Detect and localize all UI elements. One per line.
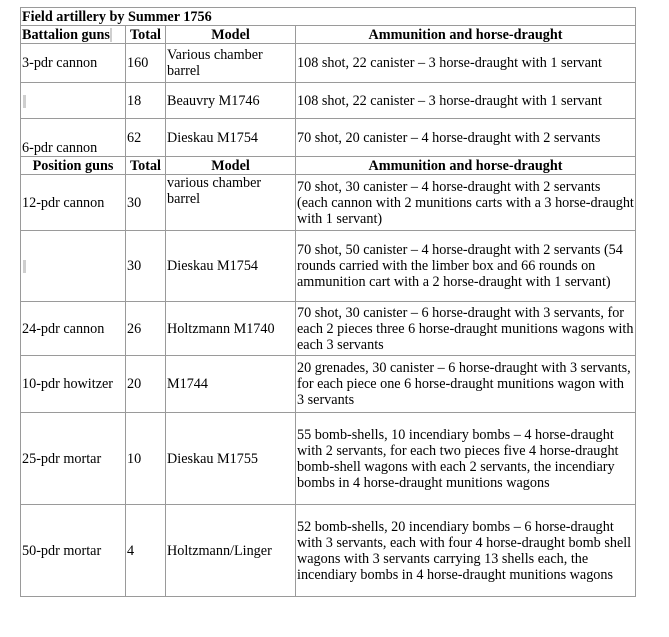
total-cell: 18	[126, 83, 166, 119]
table-title-row	[21, 8, 636, 26]
table-row	[21, 175, 636, 231]
ammo-cell: 70 shot, 30 canister – 6 horse-draught with 3 servants, for each 2 pieces three 6 horse-draught munitions wagons with each 3 servants	[296, 302, 636, 356]
document-page	[20, 7, 636, 597]
table-row	[21, 505, 636, 597]
gun-cell: 6-pdr cannon	[21, 119, 126, 157]
model-cell: Holtzmann/Linger	[166, 505, 296, 597]
gun-cell: 10-pdr howitzer	[21, 356, 126, 413]
position-guns-header: Position guns	[21, 157, 126, 175]
total-cell: 30	[126, 231, 166, 302]
ammo-cell: 52 bomb-shells, 20 incendiary bombs – 6 horse-draught with 3 servants, each with four 4 horse-draught bomb shell wagons with 3 servants carrying 13 shells each, the incendiary bombs in 4 horse-draught munitions wagons	[296, 505, 636, 597]
total-cell: 62	[126, 119, 166, 157]
gun-cell: 12-pdr cannon	[21, 175, 126, 231]
ammo-cell: 108 shot, 22 canister – 3 horse-draught with 1 servant	[296, 44, 636, 83]
empty-cell-mark	[23, 260, 26, 273]
ammo-cell: 108 shot, 22 canister – 3 horse-draught with 1 servant	[296, 83, 636, 119]
table-row	[21, 44, 636, 83]
table-row	[21, 83, 636, 119]
model-cell: various chamber barrel	[166, 175, 296, 231]
total-header: Total	[126, 26, 166, 44]
empty-cell-mark	[23, 95, 26, 108]
model-header: Model	[166, 26, 296, 44]
total-cell: 160	[126, 44, 166, 83]
ammo-cell: 70 shot, 30 canister – 4 horse-draught with 2 servants (each cannon with 2 munitions carts with a 3 horse-draught with 1 servant)	[296, 175, 636, 231]
model-cell: Beauvry M1746	[166, 83, 296, 119]
ammo-cell: 70 shot, 20 canister – 4 horse-draught with 2 servants	[296, 119, 636, 157]
ammo-cell: 55 bomb-shells, 10 incendiary bombs – 4 horse-draught with 2 servants, for each two pieces five 4 horse-draught bomb-shell wagons with each 2 servants, the incendiary bombs in 4 horse-draught munitions wagons	[296, 413, 636, 505]
total-cell: 10	[126, 413, 166, 505]
table-row	[21, 119, 636, 157]
gun-cell: 50-pdr mortar	[21, 505, 126, 597]
table-row	[21, 413, 636, 505]
gun-cell: 25-pdr mortar	[21, 413, 126, 505]
table-row	[21, 356, 636, 413]
ammunition-header: Ammunition and horse-draught	[296, 26, 636, 44]
model-cell: Various chamber barrel	[166, 44, 296, 83]
gun-cell	[21, 231, 126, 302]
cursor-mark	[110, 28, 112, 42]
gun-cell: 24-pdr cannon	[21, 302, 126, 356]
ammunition-header: Ammunition and horse-draught	[296, 157, 636, 175]
ammo-cell: 70 shot, 50 canister – 4 horse-draught with 2 servants (54 rounds carried with the limber box and 66 rounds on ammunition cart with a 2 horse-draught with 1 servant)	[296, 231, 636, 302]
model-cell: M1744	[166, 356, 296, 413]
model-cell: Dieskau M1754	[166, 119, 296, 157]
table-title: Field artillery by Summer 1756	[21, 8, 636, 26]
model-header: Model	[166, 157, 296, 175]
model-cell: Holtzmann M1740	[166, 302, 296, 356]
table-row	[21, 231, 636, 302]
total-cell: 20	[126, 356, 166, 413]
position-header-row	[21, 157, 636, 175]
ammo-cell: 20 grenades, 30 canister – 6 horse-draught with 3 servants, for each piece one 6 horse-draught munitions wagon with 3 servants	[296, 356, 636, 413]
model-cell: Dieskau M1754	[166, 231, 296, 302]
field-artillery-table	[20, 7, 636, 597]
battalion-guns-header: Battalion guns	[21, 26, 126, 44]
table-row	[21, 302, 636, 356]
total-cell: 4	[126, 505, 166, 597]
total-cell: 26	[126, 302, 166, 356]
total-header: Total	[126, 157, 166, 175]
total-cell: 30	[126, 175, 166, 231]
battalion-header-row	[21, 26, 636, 44]
gun-cell	[21, 83, 126, 119]
model-cell: Dieskau M1755	[166, 413, 296, 505]
gun-cell: 3-pdr cannon	[21, 44, 126, 83]
